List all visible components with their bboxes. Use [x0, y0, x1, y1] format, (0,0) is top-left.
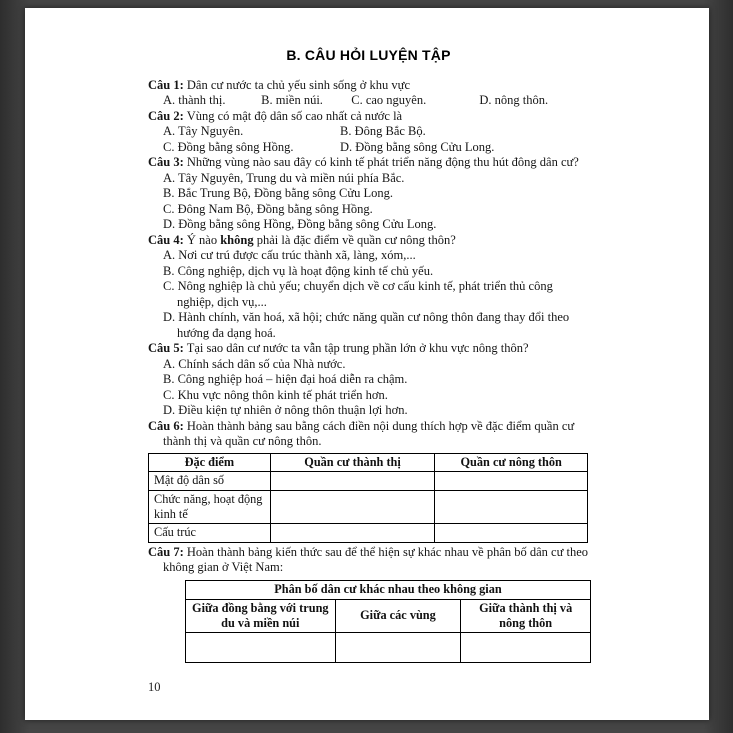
option-b: B. Bắc Trung Bộ, Đồng bằng sông Cửu Long. — [163, 186, 394, 200]
option-b: B. Đông Bắc Bộ. — [340, 124, 426, 138]
table-quan-cu — [148, 453, 588, 543]
blank-cell — [435, 490, 588, 523]
table-header-cac-vung: Giữa các vùng — [335, 599, 461, 632]
table-header-dac-diem: Đặc điểm — [149, 453, 271, 471]
option-d: D. Hành chính, văn hoá, xã hội; chức năng quần cư nông thôn đang thay đổi theo hướng đa dạng hoá. — [163, 310, 570, 340]
table-row — [149, 490, 588, 523]
question-1-label: Câu 1: — [148, 77, 184, 92]
option-b: B. Công nghiệp, dịch vụ là hoạt động kinh tế chủ yếu. — [163, 263, 434, 278]
option-a: A. Nơi cư trú được cấu trúc thành xã, làng, xóm,... — [163, 248, 416, 262]
table-phan-bo — [185, 580, 591, 663]
option-d: D. nông thôn. — [479, 93, 549, 107]
row-label-cau-truc: Cấu trúc — [149, 523, 271, 542]
option-a: A. Tây Nguyên, Trung du và miền núi phía Bắc. — [163, 170, 405, 185]
question-2-options — [163, 124, 589, 155]
table-title-row — [186, 580, 591, 599]
table-title: Phân bố dân cư khác nhau theo không gian — [186, 580, 591, 599]
option-c: C. Nông nghiệp là chủ yếu; chuyển dịch về cơ cấu kinh tế, phát triển thủ công nghiệp, dịch vụ,... — [163, 279, 553, 309]
blank-cell — [270, 471, 435, 490]
option-a: A. thành thị. — [163, 93, 226, 107]
blank-cell — [186, 632, 336, 662]
row-label-mat-do: Mật độ dân số — [149, 471, 271, 490]
question-4 — [148, 233, 589, 249]
question-6-text: Hoàn thành bảng sau bằng cách điền nội dung thích hợp về đặc điểm quần cư thành thị và quần cư nông thôn. — [163, 418, 575, 448]
option-c: C. Đông Nam Bộ, Đồng bằng sông Hồng. — [163, 201, 373, 216]
blank-cell — [270, 490, 435, 523]
option-d: D. Đồng bằng sông Cửu Long. — [340, 139, 495, 154]
question-3 — [148, 155, 589, 171]
table-header-row — [186, 599, 591, 632]
option-b: B. Công nghiệp hoá – hiện đại hoá diễn ra chậm. — [163, 372, 408, 386]
option-d: D. Điều kiện tự nhiên ở nông thôn thuận lợi hơn. — [163, 403, 408, 417]
question-2 — [148, 109, 589, 125]
table-row — [149, 471, 588, 490]
question-2-text: Vùng có mật độ dân số cao nhất cả nước là — [186, 108, 403, 123]
question-7-text: Hoàn thành bảng kiến thức sau để thể hiện sự khác nhau về phân bố dân cư theo không gian ở Việt Nam: — [163, 544, 589, 574]
table-empty-row — [186, 632, 591, 662]
table-header-nong-thon: Quần cư nông thôn — [435, 453, 588, 471]
question-1-text: Dân cư nước ta chủ yếu sinh sống ở khu vực — [186, 77, 410, 92]
question-3-label: Câu 3: — [148, 155, 184, 169]
option-c: C. Khu vực nông thôn kinh tế phát triển hơn. — [163, 387, 388, 402]
table-header-thanh-thi-nong-thon: Giữa thành thị và nông thôn — [461, 599, 591, 632]
option-a: A. Tây Nguyên. — [163, 124, 244, 138]
option-c: C. Đồng bằng sông Hồng. — [163, 139, 294, 154]
option-d: D. Đồng bằng sông Hồng, Đồng bằng sông Cửu Long. — [163, 217, 437, 231]
blank-cell — [461, 632, 591, 662]
table-header-thanh-thi: Quần cư thành thị — [270, 453, 435, 471]
page-number: 10 — [148, 680, 161, 694]
blank-cell — [435, 471, 588, 490]
table-header-row — [149, 453, 588, 471]
question-5-label: Câu 5: — [148, 341, 184, 355]
page-title: B. CÂU HỎI LUYỆN TẬP — [286, 47, 451, 63]
question-2-label: Câu 2: — [148, 108, 184, 123]
question-5-text: Tại sao dân cư nước ta vẫn tập trung phần lớn ở khu vực nông thôn? — [186, 341, 529, 355]
question-5 — [148, 341, 589, 357]
blank-cell — [335, 632, 461, 662]
question-6-label: Câu 6: — [148, 418, 184, 433]
table-header-dong-bang: Giữa đồng bằng với trung du và miền núi — [186, 599, 336, 632]
question-4-text-after: phải là đặc điểm về quần cư nông thôn? — [253, 232, 456, 247]
question-4-bold-word: không — [220, 232, 254, 247]
question-7-label: Câu 7: — [148, 544, 184, 559]
question-6 — [148, 419, 589, 450]
page-content — [148, 48, 589, 663]
question-1 — [148, 78, 589, 94]
blank-cell — [270, 523, 435, 542]
question-1-options — [163, 93, 589, 109]
question-4-label: Câu 4: — [148, 232, 184, 247]
question-4-text-before: Ý nào — [186, 232, 221, 247]
option-a: A. Chính sách dân số của Nhà nước. — [163, 356, 346, 371]
document-page — [25, 8, 709, 720]
blank-cell — [435, 523, 588, 542]
question-7 — [148, 545, 589, 576]
question-3-text: Những vùng nào sau đây có kinh tế phát triển năng động thu hút đông dân cư? — [186, 155, 579, 169]
table-row — [149, 523, 588, 542]
option-c: C. cao nguyên. — [351, 93, 427, 107]
option-b: B. miền núi. — [261, 93, 323, 107]
row-label-chuc-nang: Chức năng, hoạt động kinh tế — [149, 490, 271, 523]
